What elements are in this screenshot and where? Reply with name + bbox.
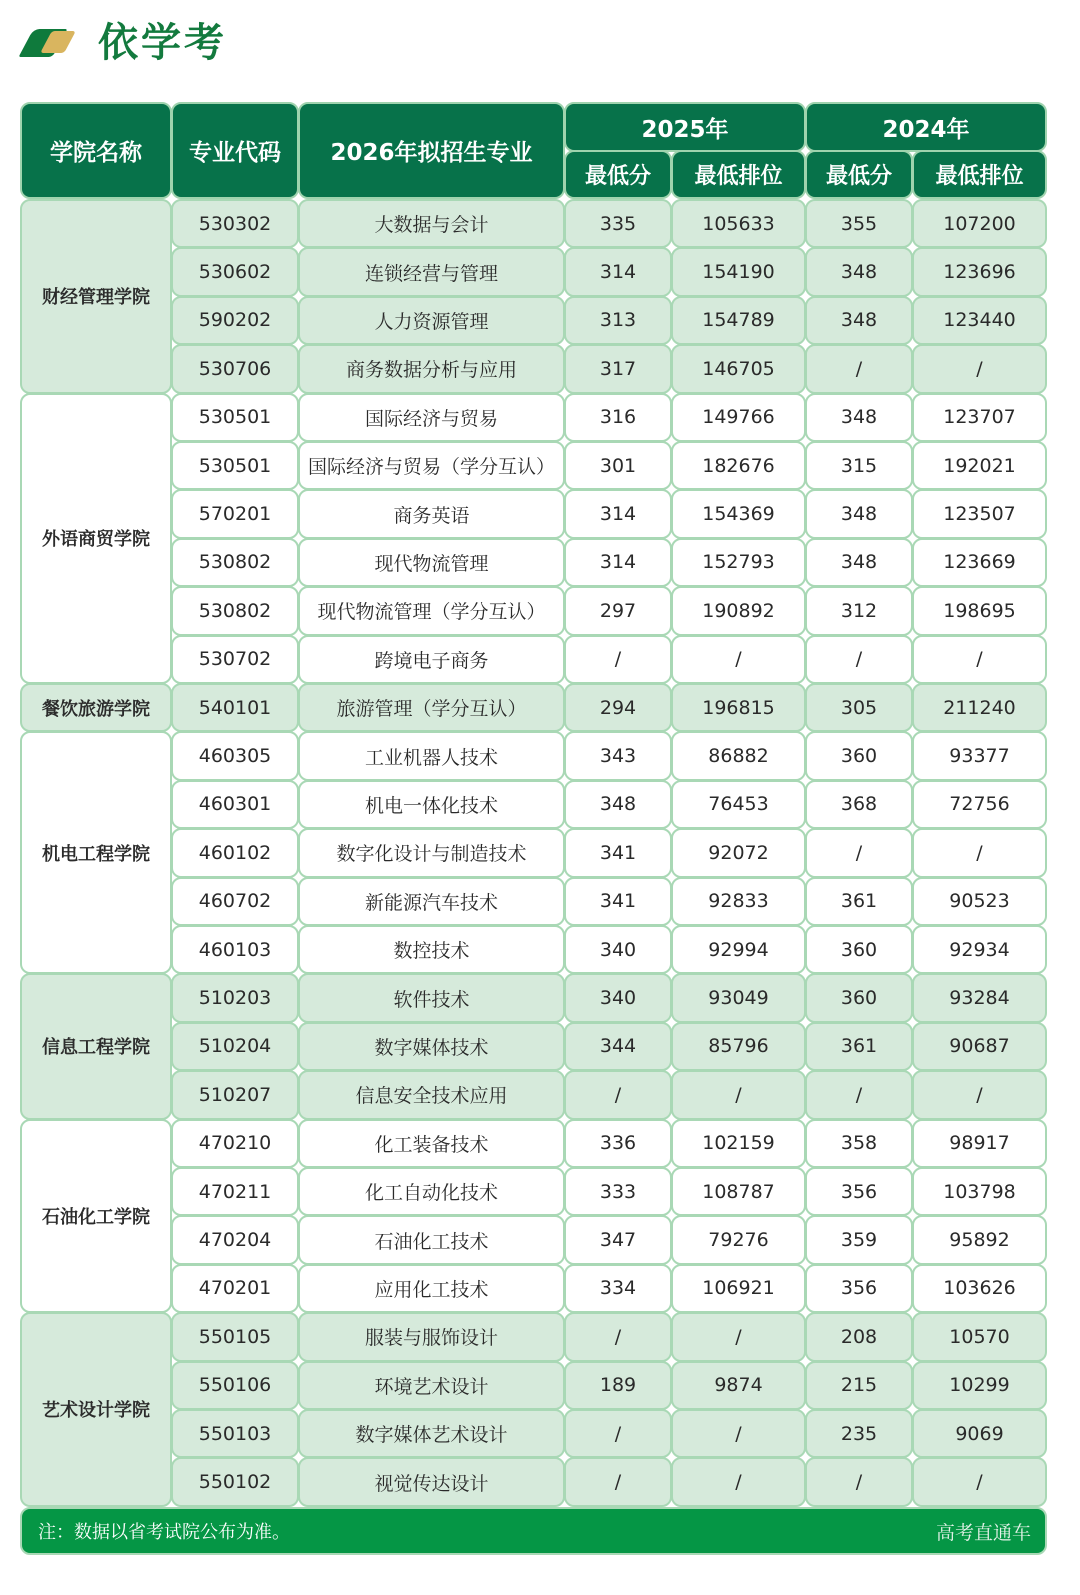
cell-2024-min-rank: 92934: [912, 925, 1047, 974]
cell-major: 数字化设计与制造技术: [298, 828, 565, 877]
cell-code: 460702: [171, 877, 299, 926]
cell-2025-min-score: 189: [564, 1361, 672, 1410]
cell-2025-min-rank: 93049: [671, 973, 806, 1022]
cell-2024-min-rank: 10299: [912, 1361, 1047, 1410]
cell-2025-min-rank: 196815: [671, 683, 806, 732]
header-2025-min-score: 最低分: [564, 150, 672, 199]
cell-2024-min-score: 348: [805, 296, 913, 345]
cell-2024-min-score: /: [805, 1457, 913, 1506]
cell-2024-min-rank: 93377: [912, 731, 1047, 780]
cell-2024-min-score: /: [805, 828, 913, 877]
cell-2025-min-score: 317: [564, 344, 672, 393]
cell-2025-min-score: 314: [564, 489, 672, 538]
cell-2024-min-rank: 93284: [912, 973, 1047, 1022]
cell-2024-min-score: 348: [805, 393, 913, 442]
header-code: 专业代码: [171, 102, 299, 199]
cell-2025-min-rank: /: [671, 635, 806, 684]
cell-code: 460102: [171, 828, 299, 877]
cell-2024-min-score: 235: [805, 1409, 913, 1458]
cell-2024-min-rank: /: [912, 828, 1047, 877]
cell-major: 商务英语: [298, 489, 565, 538]
footer-bar: [20, 1507, 1047, 1555]
cell-2024-min-score: 348: [805, 247, 913, 296]
cell-code: 510203: [171, 973, 299, 1022]
cell-major: 视觉传达设计: [298, 1457, 565, 1506]
cell-2025-min-rank: 154190: [671, 247, 806, 296]
cell-code: 530802: [171, 538, 299, 587]
cell-code: 470211: [171, 1167, 299, 1216]
header-year-2024: 2024年: [805, 102, 1047, 152]
cell-2025-min-rank: /: [671, 1457, 806, 1506]
cell-2024-min-score: 305: [805, 683, 913, 732]
cell-2025-min-score: /: [564, 1312, 672, 1361]
college-name-cell: 机电工程学院: [20, 731, 172, 974]
cell-2025-min-rank: 102159: [671, 1119, 806, 1168]
cell-major: 商务数据分析与应用: [298, 344, 565, 393]
cell-code: 470210: [171, 1119, 299, 1168]
cell-2025-min-rank: 154789: [671, 296, 806, 345]
cell-2025-min-score: 341: [564, 877, 672, 926]
cell-2024-min-rank: 123707: [912, 393, 1047, 442]
cell-code: 470204: [171, 1215, 299, 1264]
cell-2024-min-rank: 211240: [912, 683, 1047, 732]
cell-major: 化工自动化技术: [298, 1167, 565, 1216]
cell-2024-min-score: 356: [805, 1264, 913, 1313]
cell-major: 工业机器人技术: [298, 731, 565, 780]
cell-major: 数控技术: [298, 925, 565, 974]
cell-2025-min-rank: 105633: [671, 199, 806, 248]
cell-major: 环境艺术设计: [298, 1361, 565, 1410]
cell-code: 540101: [171, 683, 299, 732]
cell-major: 新能源汽车技术: [298, 877, 565, 926]
cell-2025-min-score: 314: [564, 247, 672, 296]
cell-2024-min-rank: 123696: [912, 247, 1047, 296]
brand-name: 依学考: [98, 19, 227, 66]
header-major: 2026年拟招生专业: [298, 102, 565, 199]
cell-code: 530302: [171, 199, 299, 248]
cell-2024-min-rank: 9069: [912, 1409, 1047, 1458]
cell-code: 530501: [171, 441, 299, 490]
cell-2025-min-score: 336: [564, 1119, 672, 1168]
cell-major: 旅游管理（学分互认）: [298, 683, 565, 732]
cell-major: 石油化工技术: [298, 1215, 565, 1264]
cell-2024-min-score: /: [805, 1070, 913, 1119]
cell-2025-min-score: 340: [564, 973, 672, 1022]
cell-major: 大数据与会计: [298, 199, 565, 248]
cell-2024-min-score: 358: [805, 1119, 913, 1168]
cell-2025-min-score: 313: [564, 296, 672, 345]
cell-2025-min-score: /: [564, 635, 672, 684]
cell-2024-min-rank: 123440: [912, 296, 1047, 345]
cell-major: 化工装备技术: [298, 1119, 565, 1168]
cell-2025-min-score: /: [564, 1409, 672, 1458]
cell-2025-min-score: 334: [564, 1264, 672, 1313]
cell-2025-min-rank: 182676: [671, 441, 806, 490]
cell-2024-min-score: 355: [805, 199, 913, 248]
footer-note: 注：数据以省考试院公布为准。: [38, 1522, 290, 1543]
cell-2024-min-rank: 98917: [912, 1119, 1047, 1168]
cell-2025-min-rank: 190892: [671, 586, 806, 635]
cell-2024-min-rank: 123669: [912, 538, 1047, 587]
cell-code: 460301: [171, 780, 299, 829]
cell-2025-min-score: 344: [564, 1022, 672, 1071]
cell-2025-min-rank: 146705: [671, 344, 806, 393]
cell-2025-min-rank: 79276: [671, 1215, 806, 1264]
brand-logo-icon: [24, 21, 76, 57]
cell-2024-min-score: 215: [805, 1361, 913, 1410]
cell-2024-min-score: 360: [805, 925, 913, 974]
cell-2024-min-score: 348: [805, 489, 913, 538]
cell-major: 国际经济与贸易: [298, 393, 565, 442]
cell-2025-min-score: 333: [564, 1167, 672, 1216]
cell-2025-min-rank: 108787: [671, 1167, 806, 1216]
cell-major: 现代物流管理: [298, 538, 565, 587]
cell-2024-min-score: 368: [805, 780, 913, 829]
cell-2024-min-rank: /: [912, 344, 1047, 393]
cell-code: 530802: [171, 586, 299, 635]
cell-2025-min-score: 314: [564, 538, 672, 587]
cell-2024-min-score: 315: [805, 441, 913, 490]
cell-2025-min-score: 294: [564, 683, 672, 732]
cell-major: 应用化工技术: [298, 1264, 565, 1313]
cell-code: 530702: [171, 635, 299, 684]
cell-2025-min-score: 316: [564, 393, 672, 442]
college-name-cell: 石油化工学院: [20, 1119, 172, 1314]
cell-2024-min-rank: 90523: [912, 877, 1047, 926]
cell-2024-min-score: 208: [805, 1312, 913, 1361]
cell-2024-min-rank: 10570: [912, 1312, 1047, 1361]
cell-2025-min-rank: /: [671, 1409, 806, 1458]
cell-2025-min-score: 347: [564, 1215, 672, 1264]
cell-2024-min-rank: 103798: [912, 1167, 1047, 1216]
cell-2024-min-rank: /: [912, 1070, 1047, 1119]
cell-major: 数字媒体技术: [298, 1022, 565, 1071]
cell-2024-min-rank: 72756: [912, 780, 1047, 829]
cell-2024-min-rank: /: [912, 1457, 1047, 1506]
cell-2024-min-score: 312: [805, 586, 913, 635]
cell-2025-min-score: /: [564, 1070, 672, 1119]
cell-2025-min-rank: /: [671, 1312, 806, 1361]
cell-2025-min-rank: 154369: [671, 489, 806, 538]
cell-code: 510207: [171, 1070, 299, 1119]
cell-2024-min-score: 359: [805, 1215, 913, 1264]
cell-code: 590202: [171, 296, 299, 345]
cell-2024-min-rank: 107200: [912, 199, 1047, 248]
cell-2025-min-rank: 149766: [671, 393, 806, 442]
cell-2025-min-rank: 85796: [671, 1022, 806, 1071]
cell-code: 550102: [171, 1457, 299, 1506]
college-name-cell: 餐饮旅游学院: [20, 683, 172, 732]
header-2024-min-rank: 最低排位: [912, 150, 1047, 199]
cell-2025-min-score: 301: [564, 441, 672, 490]
cell-major: 软件技术: [298, 973, 565, 1022]
cell-major: 国际经济与贸易（学分互认）: [298, 441, 565, 490]
brand-header: [24, 14, 227, 64]
college-name-cell: 外语商贸学院: [20, 393, 172, 684]
cell-2024-min-score: 360: [805, 973, 913, 1022]
cell-2025-min-rank: 92072: [671, 828, 806, 877]
cell-2025-min-rank: 92833: [671, 877, 806, 926]
cell-code: 510204: [171, 1022, 299, 1071]
header-college: 学院名称: [20, 102, 172, 199]
cell-code: 470201: [171, 1264, 299, 1313]
cell-2025-min-score: 343: [564, 731, 672, 780]
cell-2025-min-rank: 86882: [671, 731, 806, 780]
cell-2024-min-rank: 192021: [912, 441, 1047, 490]
cell-major: 连锁经营与管理: [298, 247, 565, 296]
cell-code: 550106: [171, 1361, 299, 1410]
cell-2024-min-rank: 95892: [912, 1215, 1047, 1264]
header-2024-min-score: 最低分: [805, 150, 913, 199]
college-name-cell: 艺术设计学院: [20, 1312, 172, 1507]
cell-major: 现代物流管理（学分互认）: [298, 586, 565, 635]
cell-2025-min-score: /: [564, 1457, 672, 1506]
cell-2024-min-score: 361: [805, 1022, 913, 1071]
footer-source: 高考直通车: [935, 1521, 1031, 1544]
cell-2025-min-score: 341: [564, 828, 672, 877]
cell-2024-min-score: 361: [805, 877, 913, 926]
header-2025-min-rank: 最低排位: [671, 150, 806, 199]
header-year-2025: 2025年: [564, 102, 806, 152]
cell-major: 跨境电子商务: [298, 635, 565, 684]
cell-2025-min-rank: 76453: [671, 780, 806, 829]
cell-major: 服装与服饰设计: [298, 1312, 565, 1361]
cell-2025-min-rank: /: [671, 1070, 806, 1119]
cell-major: 人力资源管理: [298, 296, 565, 345]
cell-2025-min-rank: 152793: [671, 538, 806, 587]
cell-code: 550105: [171, 1312, 299, 1361]
college-name-cell: 信息工程学院: [20, 973, 172, 1119]
cell-2025-min-rank: 9874: [671, 1361, 806, 1410]
cell-code: 530602: [171, 247, 299, 296]
cell-2025-min-score: 340: [564, 925, 672, 974]
cell-code: 530706: [171, 344, 299, 393]
cell-2024-min-score: 348: [805, 538, 913, 587]
cell-2025-min-score: 335: [564, 199, 672, 248]
cell-code: 460305: [171, 731, 299, 780]
cell-code: 530501: [171, 393, 299, 442]
cell-2024-min-rank: /: [912, 635, 1047, 684]
cell-2024-min-score: 360: [805, 731, 913, 780]
cell-2024-min-score: /: [805, 635, 913, 684]
cell-code: 460103: [171, 925, 299, 974]
cell-2024-min-score: 356: [805, 1167, 913, 1216]
cell-2024-min-rank: 90687: [912, 1022, 1047, 1071]
cell-code: 570201: [171, 489, 299, 538]
cell-code: 550103: [171, 1409, 299, 1458]
cell-2025-min-rank: 92994: [671, 925, 806, 974]
cell-2025-min-rank: 106921: [671, 1264, 806, 1313]
cell-2025-min-score: 348: [564, 780, 672, 829]
cell-major: 信息安全技术应用: [298, 1070, 565, 1119]
college-name-cell: 财经管理学院: [20, 199, 172, 394]
cell-2024-min-rank: 123507: [912, 489, 1047, 538]
cell-2024-min-score: /: [805, 344, 913, 393]
cell-2025-min-score: 297: [564, 586, 672, 635]
cell-major: 数字媒体艺术设计: [298, 1409, 565, 1458]
cell-2024-min-rank: 103626: [912, 1264, 1047, 1313]
cell-major: 机电一体化技术: [298, 780, 565, 829]
cell-2024-min-rank: 198695: [912, 586, 1047, 635]
